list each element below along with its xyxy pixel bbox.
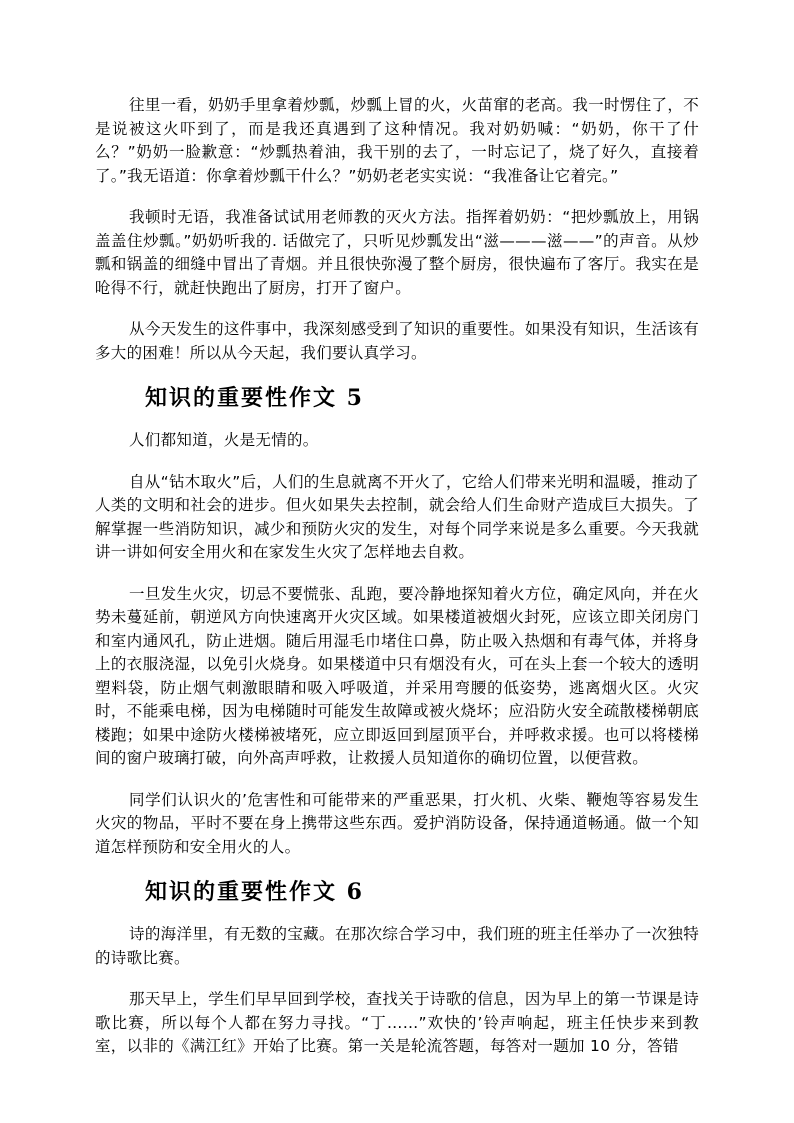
section-heading-5: 知识的重要性作文 5 — [145, 385, 364, 411]
paragraph: 人们都知道，火是无情的。 — [129, 431, 319, 449]
paragraph: 自从“钻木取火”后，人们的生息就离不开火了，它给人们带来光明和温暖，推动了人类的文明和社会的进步。但火如果失去控制，就会给人们生命财产造成巨大损失。了解掌握一些消防知识，减少和预防火灾的发生，对每个同学来说是多么重要。今天我就讲一讲如何安全用火和在家发生火灾了怎样地去自救。 — [95, 472, 699, 561]
paragraph: 诗的海洋里，有无数的宝藏。在那次综合学习中，我们班的班主任举办了一次独特的诗歌比赛。 — [95, 925, 699, 967]
section-heading-6: 知识的重要性作文 6 — [145, 879, 364, 905]
document-page — [95, 94, 699, 1077]
paragraph: 一旦发生火灾，切忌不要慌张、乱跑，要冷静地探知着火方位，确定风向，并在火势未蔓延前，朝逆风方向快速离开火灾区域。如果楼道被烟火封死，应该立即关闭房门和室内通风孔，防止进烟。随后用湿毛巾堵住口鼻，防止吸入热烟和有毒气体，并将身上的衣服浇湿，以免引火烧身。如果楼道中只有烟没有火，可在头上套一个较大的透明塑料袋，防止烟气刺激眼睛和吸入呼吸道，并采用弯腰的低姿势，逃离烟火区。火灾时，不能乘电梯，因为电梯随时可能发生故障或被火烧坏；应沿防火安全疏散楼梯朝底楼跑；如果中途防火楼梯被堵死，应立即返回到屋顶平台，并呼救求援。也可以将楼梯间的窗户玻璃打破，向外高声呼救，让救援人员知道你的确切位置，以便营救。 — [95, 584, 699, 767]
paragraph: 往里一看，奶奶手里拿着炒瓢，炒瓢上冒的火，火苗窜的老高。我一时愣住了，不是说被这火吓到了，而是我还真遇到了这种情况。我对奶奶喊：“奶奶，你干了什么？”奶奶一脸歉意：“炒瓢热着油，我干别的去了，一时忘记了，烧了好久，直接着了。”我无语道：你拿着炒瓢干什么？”奶奶老老实实说：“我准备让它着完。” — [95, 96, 699, 185]
paragraph: 从今天发生的这件事中，我深刻感受到了知识的重要性。如果没有知识，生活该有多大的困难！所以从今天起，我们要认真学习。 — [95, 320, 699, 362]
paragraph: 那天早上，学生们早早回到学校，查找关于诗歌的信息，因为早上的第一节课是诗歌比赛，所以每个人都在努力寻找。“丁……”欢快的’铃声响起，班主任快步来到教室，以非的《满江红》开始了比赛。第一关是轮流答题，每答对一题加 10 分，答错 — [95, 990, 699, 1055]
paragraph: 我顿时无语，我准备试试用老师教的灭火方法。指挥着奶奶：“把炒瓢放上，用锅盖盖住炒瓢。”奶奶听我的. 话做完了，只听见炒瓢发出“滋———滋——”的声音。从炒瓢和锅盖的细缝中冒出了青烟。并且很快弥漫了整个厨房，很快遍布了客厅。我实在是呛得不行，就赶快跑出了厨房，打开了窗户。 — [95, 208, 699, 297]
paragraph: 同学们认识火的’危害性和可能带来的严重恶果，打火机、火柴、鞭炮等容易发生火灾的物品，平时不要在身上携带这些东西。爱护消防设备，保持通道畅通。做一个知道怎样预防和安全用火的人。 — [95, 790, 699, 856]
